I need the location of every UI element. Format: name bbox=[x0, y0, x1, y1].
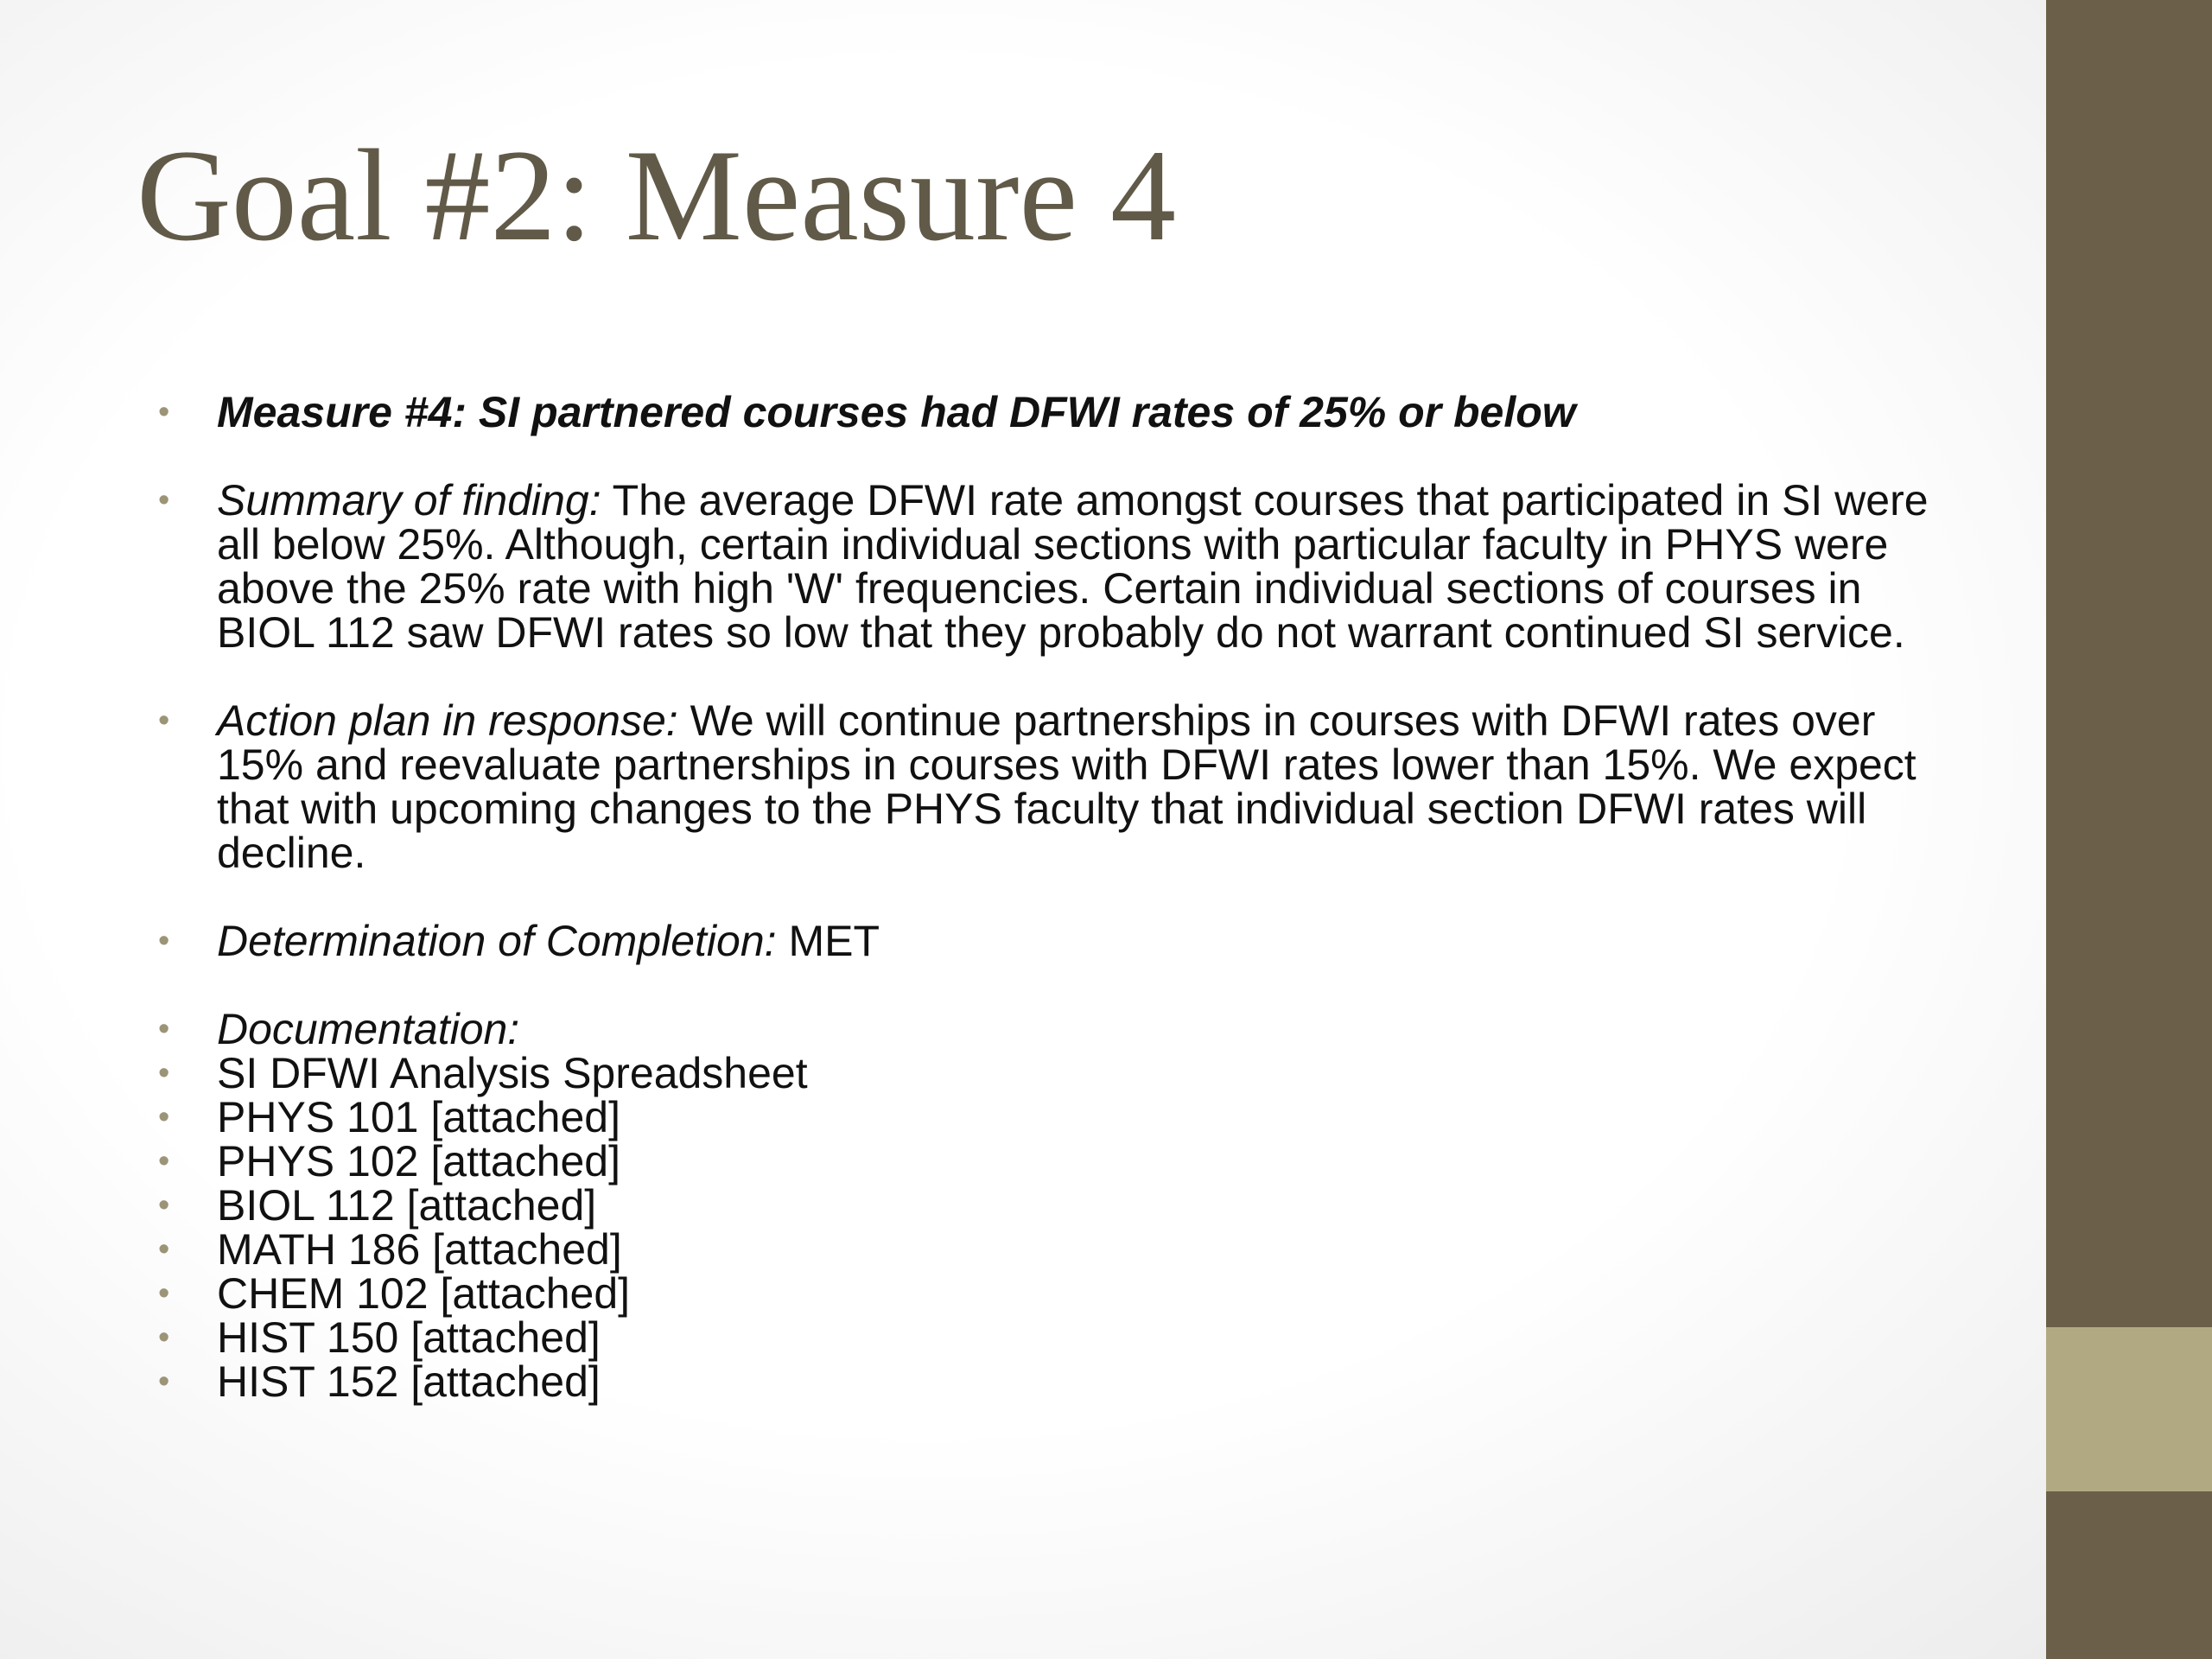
document-item-label: PHYS 102 [attached] bbox=[217, 1137, 620, 1185]
document-item[interactable] bbox=[158, 1181, 1955, 1230]
side-accent-block bbox=[2046, 1327, 2212, 1491]
bullet-summary bbox=[158, 476, 1955, 657]
measure-statement: Measure #4: SI partnered courses had DFWI rates of 25% or below bbox=[217, 388, 1576, 436]
document-item-label: SI DFWI Analysis Spreadsheet bbox=[217, 1049, 808, 1097]
action-plan-text: We will continue partnerships in courses with DFWI rates over 15% and reevaluate partnerships in courses with DFWI rates lower than 15%. We expect that with upcoming changes to the PHYS faculty that individual section DFWI rates will decline. bbox=[217, 696, 1916, 877]
bullet-action-plan bbox=[158, 696, 1955, 877]
document-item[interactable] bbox=[158, 1093, 1955, 1141]
document-item[interactable] bbox=[158, 1357, 1955, 1406]
action-plan-label: Action plan in response: bbox=[217, 696, 678, 745]
document-item-label: MATH 186 [attached] bbox=[217, 1225, 622, 1274]
document-item-label: PHYS 101 [attached] bbox=[217, 1093, 620, 1141]
bullet-measure bbox=[158, 388, 1955, 436]
document-item-label: HIST 150 [attached] bbox=[217, 1313, 601, 1362]
documentation-label: Documentation: bbox=[217, 1005, 520, 1053]
document-item-label: BIOL 112 [attached] bbox=[217, 1181, 597, 1230]
document-item-label: HIST 152 [attached] bbox=[217, 1357, 601, 1406]
document-item[interactable] bbox=[158, 1137, 1955, 1185]
bullet-documentation bbox=[158, 1007, 1955, 1052]
document-item[interactable] bbox=[158, 1313, 1955, 1362]
document-item[interactable] bbox=[158, 1225, 1955, 1274]
slide-title: Goal #2: Measure 4 bbox=[137, 123, 1177, 268]
completion-value: MET bbox=[776, 917, 880, 965]
completion-label: Determination of Completion: bbox=[217, 917, 777, 965]
summary-text: The average DFWI rate amongst courses that participated in SI were all below 25%. Although, certain individual sections with particular faculty in PHYS were above the 25% rate with high 'W' frequencies. Certain individual sections of courses in BIOL 112 saw DFWI rates so low that they probably do not warrant continued SI service. bbox=[217, 476, 1929, 657]
bullet-completion bbox=[158, 919, 1955, 963]
document-item[interactable] bbox=[158, 1269, 1955, 1318]
document-item[interactable] bbox=[158, 1049, 1955, 1097]
document-item-label: CHEM 102 [attached] bbox=[217, 1269, 631, 1318]
slide-body bbox=[158, 388, 1955, 1406]
summary-label: Summary of finding: bbox=[217, 476, 601, 524]
